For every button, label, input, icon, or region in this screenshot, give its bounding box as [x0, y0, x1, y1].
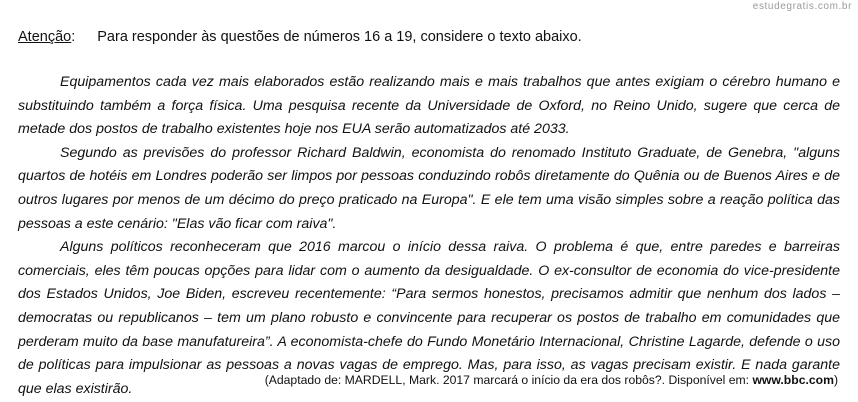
instruction-header	[18, 29, 582, 45]
paragraph-2: Segundo as previsões do professor Richard Baldwin, economista do renomado Instituto Graduate, de Genebra, "alguns quartos de hotéis em Londres poderão ser limpos por pessoas conduzindo robôs diretamente do Quênia ou de Buenos Aires e de outros lugares por menos de um décimo do preço praticado na Europa". E ele tem uma visão simples sobre a reação política das pessoas a este cenário: "Elas vão ficar com raiva".	[18, 144, 840, 232]
source-prefix: (Adaptado de: MARDELL, Mark. 2017 marcará o início da era dos robôs?. Disponível em:	[264, 373, 753, 387]
watermark: estudegratis.com.br	[752, 1, 852, 12]
source-url: www.bbc.com	[752, 373, 834, 387]
source-suffix: )	[833, 373, 838, 387]
instruction-text: Para responder às questões de números 16 a 19, considere o texto abaixo.	[97, 29, 582, 45]
article-text	[18, 71, 840, 401]
attention-colon: :	[71, 29, 76, 45]
paragraph-1: Equipamentos cada vez mais elaborados estão realizando mais e mais trabalhos que antes exigiam o cérebro humano e substituindo também a força física. Uma pesquisa recente da Universidade de Oxford, no Reino Unido, sugere que cerca de metade dos postos de trabalho existentes hoje nos EUA serão automatizados até 2033.	[18, 74, 840, 138]
paragraph-3: Alguns políticos reconheceram que 2016 marcou o início dessa raiva. O problema é que, entre paredes e barreiras comerciais, eles têm poucas opções para lidar com o aumento da desigualdade. O ex-consultor de economia do vice-presidente dos Estados Unidos, Joe Biden, escreveu recentemente: “Para sermos honestos, precisamos admitir que nenhum dos lados – democratas ou republicanos – tem um plano robusto e convincente para recuperar os postos de trabalho em comunidades que perderam muito da base manufatureira”. A economista-chefe do Fundo Monetário Internacional, Christine Lagarde, defende o uso de políticas para impulsionar as pessoas a novas vagas de emprego. Mas, para isso, as vagas precisam existir. E nada garante que elas existirão.	[18, 239, 840, 397]
source-citation	[265, 373, 838, 387]
attention-label: Atenção	[18, 29, 72, 45]
